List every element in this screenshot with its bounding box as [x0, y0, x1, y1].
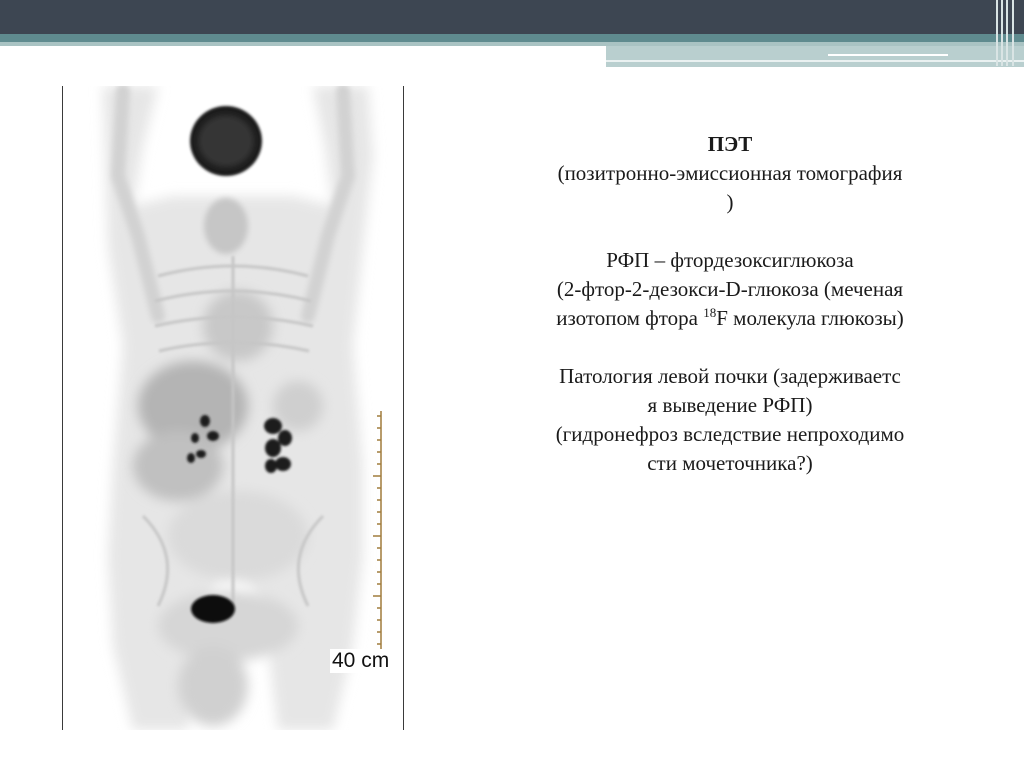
header-step-line-2 — [606, 60, 1024, 62]
header-band-teal — [0, 34, 1024, 42]
header-vertical-bars — [994, 0, 1024, 66]
pet-scan-image — [62, 86, 404, 730]
rfp-line-3-pre: изотопом фтора — [556, 306, 704, 330]
isotope-mass-number: 18 — [703, 305, 717, 320]
pathology-line-4: сти мочеточника?) — [647, 451, 813, 475]
pathology-line-1: Патология левой почки (задерживаетс — [559, 364, 901, 388]
header-band-dark — [0, 0, 1024, 34]
pathology-line-2: я выведение РФП) — [647, 393, 813, 417]
header-step-line — [828, 54, 948, 56]
subtitle-line-1: (позитронно-эмиссионная томография — [557, 161, 903, 185]
subtitle-line-2: ) — [726, 190, 734, 214]
slide-text — [470, 130, 990, 478]
rfp-line-2: (2-фтор-2-дезокси-D-глюкоза (меченая — [556, 277, 904, 301]
slide-title: ПЭТ — [707, 132, 753, 156]
pet-body-icon — [63, 86, 403, 730]
header-step — [606, 46, 1024, 67]
rfp-line-3-post: F молекула глюкозы) — [716, 306, 904, 330]
rfp-line-3 — [470, 304, 990, 333]
rfp-line-1: РФП – фтордезоксиглюкоза — [606, 248, 854, 272]
scale-label: 40 cm — [332, 649, 390, 672]
pathology-line-3: (гидронефроз вследствие непроходимо — [555, 422, 905, 446]
